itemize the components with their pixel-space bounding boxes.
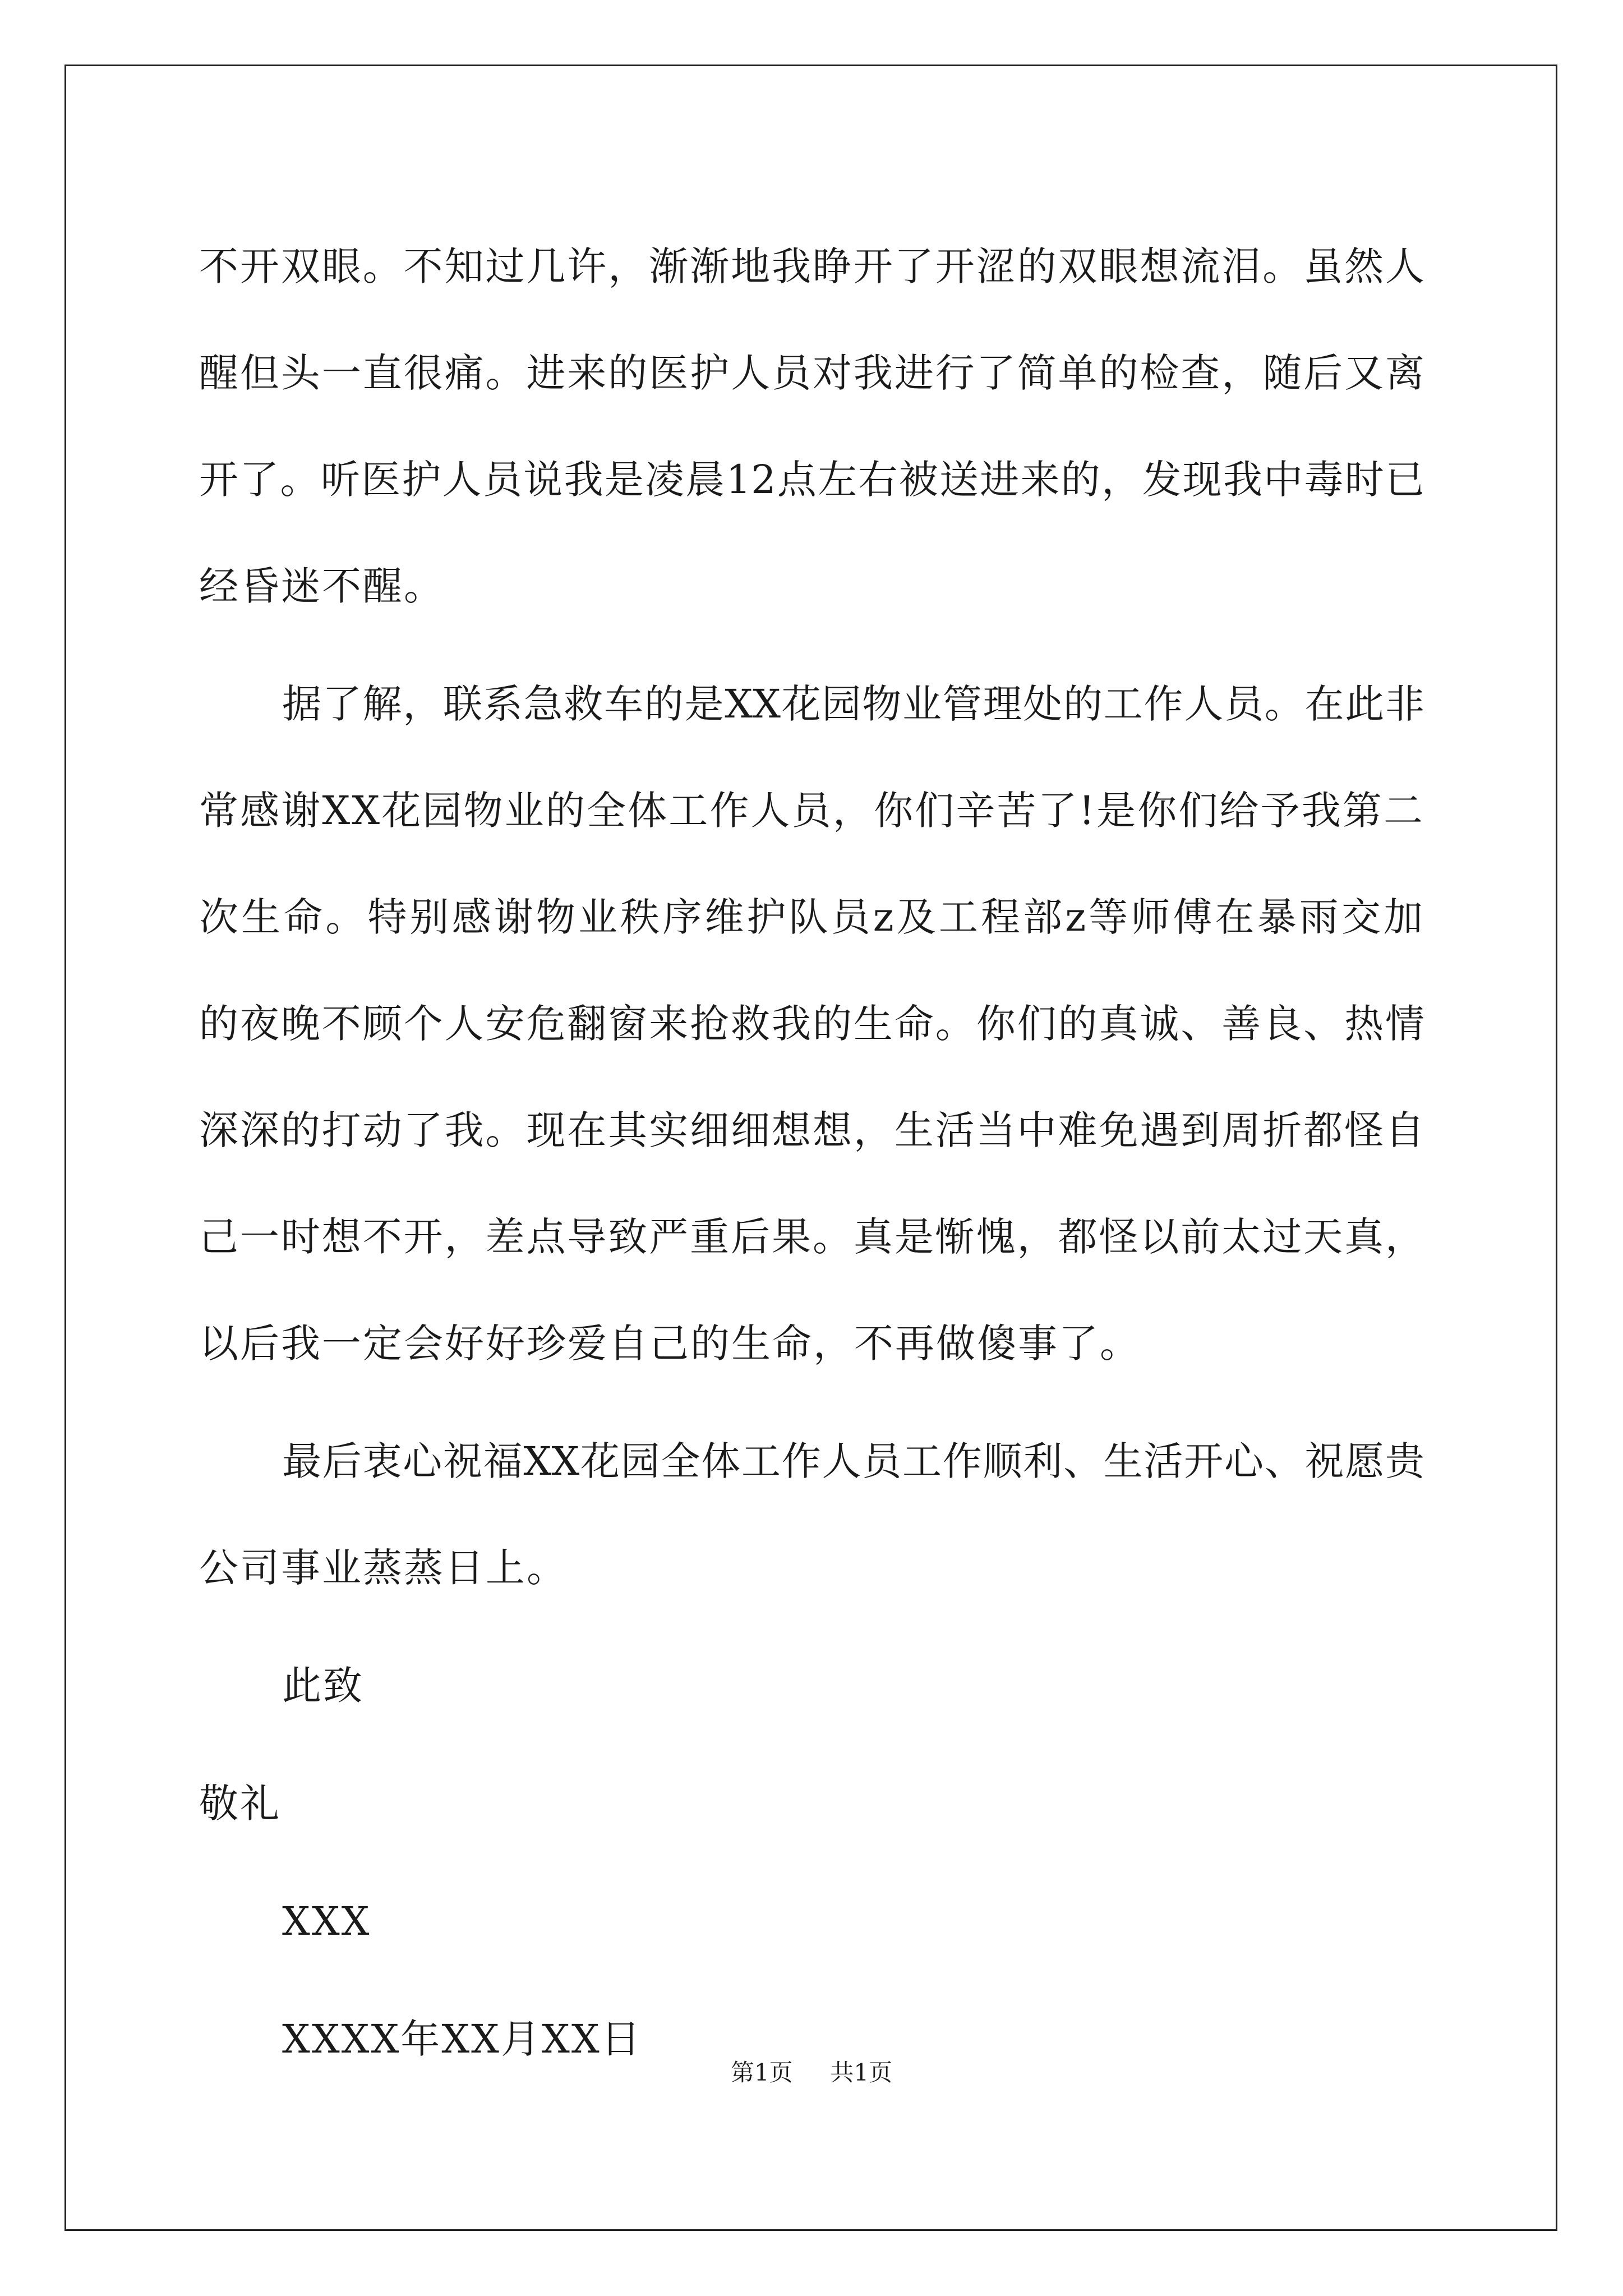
text-line: 常感谢XX花园物业的全体工作人员，你们辛苦了!是你们给予我第二 <box>199 788 1424 834</box>
page-footer <box>0 2056 1623 2090</box>
text-line: 以后我一定会好好珍爱自己的生命，不再做傻事了。 <box>199 1320 1141 1366</box>
closing-cizhi: 此致 <box>282 1663 364 1709</box>
letter-body <box>199 213 1424 2092</box>
text-line: 不开双眼。不知过几许，渐渐地我睁开了开涩的双眼想流泪。虽然人 <box>199 243 1424 289</box>
text-line: 据了解，联系急救车的是XX花园物业管理处的工作人员。在此非 <box>282 681 1424 727</box>
text-line: 深深的打动了我。现在其实细细想想，生活当中难免遇到周折都怪自 <box>199 1107 1424 1153</box>
text-line: 己一时想不开，差点导致严重后果。真是惭愧，都怪以前太过天真， <box>199 1214 1424 1260</box>
text-line: 醒但头一直很痛。进来的医护人员对我进行了简单的检查，随后又离 <box>199 350 1424 396</box>
paragraph-1 <box>199 213 1424 639</box>
text-line: 次生命。特别感谢物业秩序维护队员z及工程部z等师傅在暴雨交加 <box>199 894 1424 940</box>
text-line: 最后衷心祝福XX花园全体工作人员工作顺利、生活开心、祝愿贵 <box>282 1438 1424 1484</box>
date: XXXX年XX月XX日 <box>282 2016 642 2062</box>
signature: XXX <box>282 1898 371 1944</box>
paragraph-3 <box>199 1408 1424 1621</box>
text-line: 公司事业蒸蒸日上。 <box>199 1545 568 1591</box>
text-line: 的夜晚不顾个人安危翻窗来抢救我的生命。你们的真诚、善良、热情 <box>199 1001 1424 1047</box>
page-total: 共1页 <box>830 2059 893 2086</box>
page-number: 第1页 <box>730 2059 793 2086</box>
text-line: 经昏迷不醒。 <box>199 563 445 609</box>
closing-jingli: 敬礼 <box>199 1780 281 1826</box>
text-line: 开了。听医护人员说我是凌晨12点左右被送进来的，发现我中毒时已 <box>199 457 1424 503</box>
paragraph-2 <box>199 651 1424 1397</box>
